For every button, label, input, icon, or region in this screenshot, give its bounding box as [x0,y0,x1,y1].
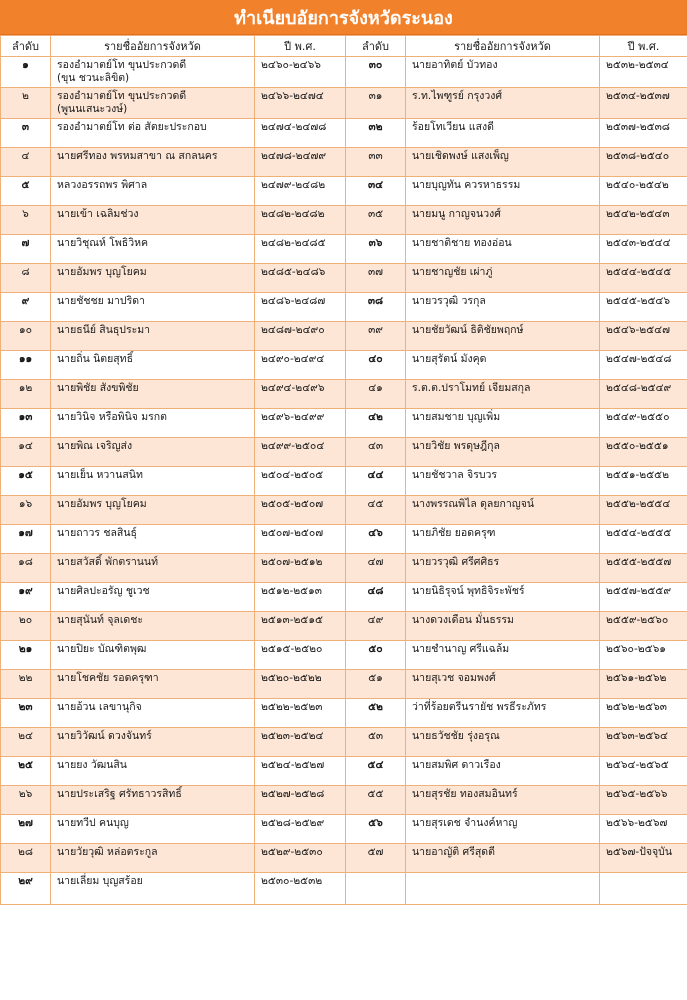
row-index: ๒๘ [1,844,51,873]
prosecutor-table [0,35,687,905]
row-index: ๑๐ [1,322,51,351]
row-index-2: ๔๙ [346,612,406,641]
prosecutor-name [51,206,255,235]
row-index-2: ๓๙ [346,322,406,351]
term-years-2: ๒๕๖๕-๒๕๖๖ [600,786,687,815]
term-years: ๒๔๙๖-๒๔๙๙ [255,409,346,438]
prosecutor-name-text: นายสุนันท์ จุลเดชะ [57,614,144,626]
term-years: ๒๕๐๗-๒๕๐๗ [255,525,346,554]
prosecutor-name-text: นายวินิจ หรือพินิจ มรกต [57,411,167,423]
prosecutor-name-2: นายอาญัติ ศรีสุดตี [406,844,600,873]
term-years-2: ๒๕๕๙-๒๕๖๐ [600,612,687,641]
prosecutor-name [51,57,255,88]
row-index-2: ๓๑ [346,88,406,119]
term-years-2: ๒๕๕๕-๒๕๕๗ [600,554,687,583]
prosecutor-name [51,88,255,119]
prosecutor-name-text: รองอำมาตย์โท ขุนประกวดดี [57,59,187,71]
term-years-2: ๒๕๓๒-๒๕๓๔ [600,57,687,88]
term-years-2 [600,873,687,905]
row-index: ๒๒ [1,670,51,699]
row-index: ๒๕ [1,757,51,786]
prosecutor-name [51,815,255,844]
prosecutor-name-2: นายชำนาญ ศรีแฉล้ม [406,641,600,670]
prosecutor-name-text: นายชัชชย มาปริดา [57,295,145,307]
prosecutor-name [51,351,255,380]
term-years: ๒๔๗๘-๒๔๗๙ [255,148,346,177]
col-header-name: รายชื่ออัยการจังหวัด [51,36,255,57]
row-index-2: ๓๐ [346,57,406,88]
prosecutor-name-note: (พูนนเสนะวงษ์) [57,103,128,115]
term-years: ๒๕๒๐-๒๕๒๒ [255,670,346,699]
term-years: ๒๕๒๙-๒๕๓๐ [255,844,346,873]
term-years: ๒๕๑๒-๒๕๑๓ [255,583,346,612]
table-row [1,641,687,670]
prosecutor-name-2: นายมนู กาญจนวงศ์ [406,206,600,235]
term-years: ๒๔๘๗-๒๔๙๐ [255,322,346,351]
term-years-2: ๒๕๔๓-๒๕๔๔ [600,235,687,264]
term-years-2: ๒๕๖๒-๒๕๖๓ [600,699,687,728]
row-index-2: ๔๘ [346,583,406,612]
row-index-2: ๕๓ [346,728,406,757]
row-index-2: ๔๒ [346,409,406,438]
term-years-2: ๒๕๕๒-๒๕๕๔ [600,496,687,525]
table-row [1,380,687,409]
row-index-2: ๕๖ [346,815,406,844]
row-index: ๕ [1,177,51,206]
term-years: ๒๕๒๘-๒๕๒๙ [255,815,346,844]
prosecutor-name-text: นายประเสริฐ ศรัทธาวรสิทธิ์ [57,788,182,800]
term-years-2: ๒๕๔๖-๒๕๔๗ [600,322,687,351]
term-years-2: ๒๕๕๔-๒๕๕๕ [600,525,687,554]
prosecutor-name [51,844,255,873]
term-years: ๒๕๐๗-๒๕๑๒ [255,554,346,583]
row-index: ๑๖ [1,496,51,525]
row-index: ๒๗ [1,815,51,844]
prosecutor-name [51,438,255,467]
prosecutor-name-text: นายยง วัฒนสิน [57,759,127,771]
table-row [1,815,687,844]
prosecutor-name-2: นายชาญชัย เผ่าภู่ [406,264,600,293]
row-index-2 [346,873,406,905]
prosecutor-name-text: นายศรีทอง พรหมสาขา ณ สกลนคร [57,150,218,162]
prosecutor-name-text: หลวงอรรถพร พิศาล [57,179,148,191]
prosecutor-name [51,177,255,206]
row-index: ๗ [1,235,51,264]
row-index: ๑๗ [1,525,51,554]
term-years-2: ๒๕๖๖-๒๕๖๗ [600,815,687,844]
row-index-2: ๕๕ [346,786,406,815]
prosecutor-name [51,728,255,757]
table-row [1,264,687,293]
term-years-2: ๒๕๔๒-๒๕๔๓ [600,206,687,235]
row-index-2: ๔๑ [346,380,406,409]
row-index: ๑๒ [1,380,51,409]
prosecutor-name-text: นายทวีป คนบุญ [57,817,129,829]
prosecutor-name-text: นายอัมพร บุญโยคม [57,266,147,278]
term-years: ๒๕๐๕-๒๕๐๗ [255,496,346,525]
prosecutor-name [51,119,255,148]
table-row [1,496,687,525]
row-index-2: ๔๗ [346,554,406,583]
row-index: ๒๙ [1,873,51,905]
term-years: ๒๕๐๔-๒๕๐๕ [255,467,346,496]
prosecutor-name-2: นายวรวุฒิ ศรีศศิธร [406,554,600,583]
prosecutor-name [51,670,255,699]
prosecutor-name [51,641,255,670]
table-row [1,467,687,496]
prosecutor-name [51,554,255,583]
prosecutor-name [51,322,255,351]
prosecutor-name-text: รองอำมาตย์โท ขุนประกวดดี [57,90,187,102]
prosecutor-name-text: นายอ้วน เลขานุกิจ [57,701,142,713]
row-index: ๘ [1,264,51,293]
prosecutor-name-text: นายพิณ เจริญส่ง [57,440,133,452]
term-years-2: ๒๕๕๑-๒๕๕๒ [600,467,687,496]
row-index: ๑๙ [1,583,51,612]
term-years-2: ๒๕๖๐-๒๕๖๑ [600,641,687,670]
term-years-2: ๒๕๔๔-๒๕๔๕ [600,264,687,293]
table-row [1,235,687,264]
term-years: ๒๕๒๗-๒๕๒๘ [255,786,346,815]
prosecutor-name-text: นายวิวัฒน์ ดวงจันทร์ [57,730,152,742]
prosecutor-name [51,496,255,525]
table-row [1,409,687,438]
term-years: ๒๕๒๔-๒๕๒๗ [255,757,346,786]
prosecutor-name [51,583,255,612]
header-row [1,36,687,57]
prosecutor-name-2: นายสมชาย บุญเพิ่ม [406,409,600,438]
prosecutor-name-text: รองอำมาตย์โท ต่อ สัตยะประกอบ [57,121,207,133]
prosecutor-name [51,525,255,554]
prosecutor-name-text: นายวัยวุฒิ หล่อตระกูล [57,846,158,858]
prosecutor-name [51,409,255,438]
table-row [1,57,687,88]
table-row [1,873,687,905]
table-row [1,612,687,641]
prosecutor-name-2: นายสุรชัย ทองสมอินทร์ [406,786,600,815]
prosecutor-name-2: ร.ท.ไพฑูรย์ กรุงวงศ์ [406,88,600,119]
prosecutor-name-text: นายปิยะ บัณฑิตพุฒ [57,643,147,655]
row-index: ๑๘ [1,554,51,583]
prosecutor-name-2: นายอาทิตย์ บัวทอง [406,57,600,88]
prosecutor-name [51,757,255,786]
prosecutor-name [51,148,255,177]
prosecutor-name-2: ร.ต.ต.ปราโมทย์ เจียมสกุล [406,380,600,409]
prosecutor-name-text: นายอัมพร บุญโยคม [57,498,147,510]
row-index: ๒๔ [1,728,51,757]
term-years: ๒๕๑๓-๒๕๑๕ [255,612,346,641]
row-index-2: ๓๓ [346,148,406,177]
term-years: ๒๔๖๐-๒๔๖๖ [255,57,346,88]
term-years-2: ๒๕๕๗-๒๕๕๙ [600,583,687,612]
prosecutor-name-2: นายธวัชชัย รุ่งอรุณ [406,728,600,757]
prosecutor-name-2: นายชาติชาย ทองอ่อน [406,235,600,264]
row-index-2: ๕๔ [346,757,406,786]
prosecutor-name-text: นายศิลปะอรัญ ชูเวช [57,585,150,597]
term-years: ๒๕๒๓-๒๕๒๔ [255,728,346,757]
term-years-2: ๒๕๓๘-๒๕๔๐ [600,148,687,177]
term-years-2: ๒๕๔๕-๒๕๔๖ [600,293,687,322]
prosecutor-name-text: นายถาวร ชลสินธุ์ [57,527,137,539]
term-years: ๒๔๘๒-๒๔๘๕ [255,235,346,264]
prosecutor-name-2: นางดวงเดือน มั่นธรรม [406,612,600,641]
term-years-2: ๒๕๔๗-๒๕๔๘ [600,351,687,380]
row-index-2: ๓๗ [346,264,406,293]
table-body [1,57,687,905]
row-index: ๑๔ [1,438,51,467]
row-index-2: ๓๕ [346,206,406,235]
prosecutor-name [51,380,255,409]
prosecutor-name-2: นายชัยวัฒน์ ธิติชัยพฤกษ์ [406,322,600,351]
prosecutor-name-note: (ขุน ชวนะลิขิต) [57,72,130,84]
prosecutor-name [51,786,255,815]
prosecutor-name-2: นายวิชัย พรดุษฎีกุล [406,438,600,467]
term-years-2: ๒๕๖๓-๒๕๖๔ [600,728,687,757]
page-title: ทำเนียบอัยการจังหวัดระนอง [0,0,687,35]
table-row [1,206,687,235]
term-years-2: ๒๕๔๘-๒๕๔๙ [600,380,687,409]
prosecutor-name-2: นายบุญทัน ควรหาธรรม [406,177,600,206]
term-years: ๒๔๖๖-๒๔๗๔ [255,88,346,119]
table-row [1,728,687,757]
row-index: ๔ [1,148,51,177]
term-years: ๒๕๑๕-๒๕๒๐ [255,641,346,670]
prosecutor-name-2: นายสุรเดช จำนงค์หาญ [406,815,600,844]
table-row [1,786,687,815]
prosecutor-name-text: นายเข้า เฉลิมช่วง [57,208,139,220]
term-years: ๒๔๗๙-๒๔๘๒ [255,177,346,206]
row-index-2: ๕๐ [346,641,406,670]
row-index: ๑๓ [1,409,51,438]
row-index: ๖ [1,206,51,235]
prosecutor-name [51,467,255,496]
prosecutor-name [51,235,255,264]
row-index: ๑ [1,57,51,88]
prosecutor-name-2: นางพรรณพิไล ดุลยกาญจน์ [406,496,600,525]
row-index-2: ๓๘ [346,293,406,322]
term-years-2: ๒๕๖๑-๒๕๖๒ [600,670,687,699]
prosecutor-name-text: นายเลี่ยม บุญสร้อย [57,875,143,887]
term-years: ๒๔๗๔-๒๔๗๘ [255,119,346,148]
prosecutor-name [51,293,255,322]
row-index-2: ๓๔ [346,177,406,206]
col-header-index-2: ลำดับ [346,36,406,57]
prosecutor-name-2: นายสมพิศ ดาวเรือง [406,757,600,786]
table-row [1,119,687,148]
prosecutor-name-2: ร้อยโทเวียน แสงดี [406,119,600,148]
prosecutor-name-2: นายชัชวาล จิรบวร [406,467,600,496]
term-years-2: ๒๕๔๐-๒๕๔๒ [600,177,687,206]
prosecutor-name-2: นายภิชัย ยอดครุฑ [406,525,600,554]
prosecutor-name-text: นายเย็น หวานสนิท [57,469,143,481]
prosecutor-name-text: นายวิชุณห์ โพธิวิหค [57,237,149,249]
row-index: ๒๑ [1,641,51,670]
term-years: ๒๔๘๕-๒๔๘๖ [255,264,346,293]
term-years-2: ๒๕๓๔-๒๕๓๗ [600,88,687,119]
prosecutor-name-2: ว่าที่ร้อยตรีนรายัช พรธีระภัทร [406,699,600,728]
term-years-2: ๒๕๖๗-ปัจจุบัน [600,844,687,873]
table-row [1,525,687,554]
col-header-year-2: ปี พ.ศ. [600,36,687,57]
row-index: ๙ [1,293,51,322]
prosecutor-name-text: นายพิชัย สังขพิชัย [57,382,139,394]
term-years-2: ๒๕๔๙-๒๕๕๐ [600,409,687,438]
table-row [1,88,687,119]
row-index-2: ๕๑ [346,670,406,699]
term-years: ๒๔๙๐-๒๔๙๔ [255,351,346,380]
row-index: ๒ [1,88,51,119]
row-index: ๒๐ [1,612,51,641]
row-index-2: ๓๒ [346,119,406,148]
table-row [1,583,687,612]
term-years: ๒๔๘๒-๒๔๘๒ [255,206,346,235]
prosecutor-name-text: นายธนีย์ สินธุประมา [57,324,151,336]
table-row [1,438,687,467]
table-row [1,670,687,699]
table-row [1,351,687,380]
row-index-2: ๔๓ [346,438,406,467]
row-index: ๒๓ [1,699,51,728]
prosecutor-name-2 [406,873,600,905]
term-years-2: ๒๕๓๗-๒๕๓๘ [600,119,687,148]
term-years: ๒๕๓๐-๒๕๓๒ [255,873,346,905]
term-years: ๒๔๘๖-๒๔๘๗ [255,293,346,322]
prosecutor-name [51,612,255,641]
term-years: ๒๔๙๙-๒๕๐๔ [255,438,346,467]
term-years-2: ๒๕๖๔-๒๕๖๕ [600,757,687,786]
term-years: ๒๕๒๒-๒๕๒๓ [255,699,346,728]
row-index: ๑๕ [1,467,51,496]
row-index: ๑๑ [1,351,51,380]
row-index-2: ๓๖ [346,235,406,264]
prosecutor-name [51,264,255,293]
prosecutor-name [51,873,255,905]
table-row [1,148,687,177]
row-index-2: ๕๗ [346,844,406,873]
prosecutor-name-2: นายนิธิรุจน์ พุทธิจิระพัชร์ [406,583,600,612]
col-header-index: ลำดับ [1,36,51,57]
table-row [1,322,687,351]
prosecutor-name-2: นายสุรัตน์ มังคุด [406,351,600,380]
table-row [1,554,687,583]
term-years-2: ๒๕๕๐-๒๕๕๑ [600,438,687,467]
term-years: ๒๔๙๔-๒๔๙๖ [255,380,346,409]
table-row [1,757,687,786]
table-row [1,293,687,322]
row-index-2: ๔๖ [346,525,406,554]
row-index-2: ๔๕ [346,496,406,525]
row-index-2: ๔๔ [346,467,406,496]
row-index-2: ๕๒ [346,699,406,728]
row-index: ๒๖ [1,786,51,815]
col-header-year: ปี พ.ศ. [255,36,346,57]
prosecutor-name-text: นายสวัสดิ์ พักตรานนท์ [57,556,159,568]
row-index: ๓ [1,119,51,148]
table-row [1,177,687,206]
prosecutor-name-2: นายสุเวช จอมพงศ์ [406,670,600,699]
col-header-name-2: รายชื่ออัยการจังหวัด [406,36,600,57]
prosecutor-name-text: นายโชคชัย รอดครุฑา [57,672,159,684]
row-index-2: ๔๐ [346,351,406,380]
prosecutor-name-2: นายเชิดพงษ์ แสงเพ็ญ [406,148,600,177]
table-row [1,699,687,728]
prosecutor-name [51,699,255,728]
prosecutor-name-2: นายวรวุฒิ วรกุล [406,293,600,322]
table-row [1,844,687,873]
prosecutor-name-text: นายถิ่น นิตยสุทธิ์ [57,353,133,365]
